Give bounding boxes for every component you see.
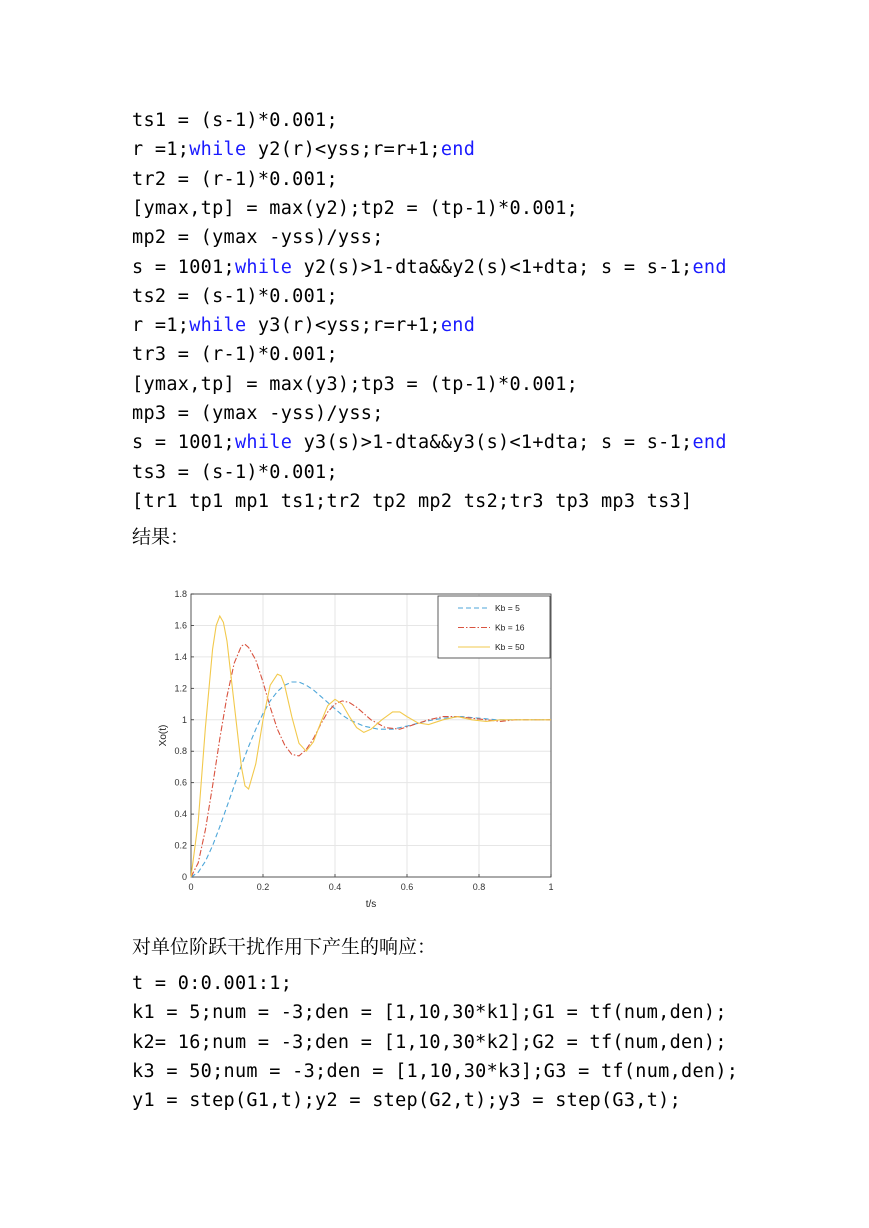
y-tick-label: 1.2 — [174, 683, 187, 694]
code-text: k1 = 5;num = -3;den = [1,10,30*k1];G1 = tf(num,den); — [132, 1002, 727, 1024]
code-line — [132, 973, 292, 994]
y-axis-label: Xo(t) — [158, 724, 169, 747]
code-line — [132, 257, 727, 278]
response-label: 对单位阶跃干扰作用下产生的响应： — [132, 936, 437, 958]
x-axis-label: t/s — [365, 899, 377, 910]
code-line — [132, 139, 475, 160]
code-text: y2(r)<yss;r=r+1; — [246, 139, 441, 161]
code-line — [132, 344, 338, 365]
code-line — [132, 1061, 738, 1082]
code-text: r =1; — [132, 315, 190, 337]
code-text: y1 = step(G1,t);y2 = step(G2,t);y3 = step(G3,t); — [132, 1090, 682, 1112]
x-tick-label: 0.2 — [256, 882, 270, 892]
code-line — [132, 491, 692, 512]
legend-box — [438, 596, 550, 658]
x-tick-label: 0 — [188, 882, 194, 892]
y-tick-label: 1.4 — [174, 651, 187, 662]
code-text: [ymax,tp] = max(y2);tp2 = (tp-1)*0.001; — [132, 197, 579, 219]
code-keyword: end — [692, 432, 727, 454]
code-line — [132, 432, 727, 453]
code-keyword: while — [234, 256, 293, 278]
code-text: s = 1001; — [132, 432, 235, 454]
code-text: r =1; — [132, 139, 190, 161]
code-line — [132, 1090, 681, 1111]
y-tick-label: 1 — [181, 714, 187, 725]
code-text: mp2 = (ymax -yss)/yss; — [132, 227, 384, 249]
code-line — [132, 374, 578, 395]
x-tick-label: 0.8 — [472, 882, 486, 892]
code-keyword: end — [440, 315, 476, 337]
code-text: tr3 = (r-1)*0.001; — [132, 344, 338, 366]
y-tick-label: 0.4 — [174, 809, 187, 820]
x-tick-label: 0.6 — [400, 882, 414, 892]
code-line — [132, 1002, 727, 1023]
code-keyword: while — [189, 315, 247, 337]
y-tick-label: 0.6 — [174, 777, 187, 788]
code-text: k2= 16;num = -3;den = [1,10,30*k2];G2 = tf(num,den); — [132, 1031, 727, 1053]
code-text: tr2 = (r-1)*0.001; — [132, 168, 338, 190]
code-line — [132, 110, 338, 131]
code-text: t = 0:0.001:1; — [132, 973, 293, 994]
y-tick-label: 0.2 — [174, 840, 187, 851]
code-text: y3(r)<yss;r=r+1; — [246, 315, 441, 337]
code-line — [132, 403, 384, 424]
legend-label: Kb = 16 — [495, 622, 525, 633]
code-line — [132, 169, 338, 190]
code-text: [ymax,tp] = max(y3);tp3 = (tp-1)*0.001; — [132, 373, 579, 395]
code-keyword: end — [440, 139, 476, 161]
code-text: ts2 = (s-1)*0.001; — [132, 285, 338, 307]
legend-label: Kb = 5 — [495, 603, 520, 613]
y-tick-label: 0 — [181, 872, 187, 882]
code-line — [132, 1032, 727, 1053]
y-tick-label: 1.6 — [174, 620, 187, 631]
code-text: s = 1001; — [132, 256, 235, 278]
code-text: ts3 = (s-1)*0.001; — [132, 461, 338, 483]
code-text: y3(s)>1-dta&&y3(s)<1+dta; s = s-1; — [292, 432, 693, 454]
step-response-chart — [150, 580, 570, 920]
x-tick-label: 1 — [548, 882, 554, 892]
code-text: y2(s)>1-dta&&y2(s)<1+dta; s = s-1; — [292, 256, 693, 278]
result-label: 结果： — [132, 526, 190, 548]
code-line — [132, 286, 338, 307]
code-keyword: while — [234, 432, 293, 454]
y-tick-label: 1.8 — [174, 589, 187, 599]
code-text: ts1 = (s-1)*0.001; — [132, 110, 338, 131]
code-text: [tr1 tp1 mp1 ts1;tr2 tp2 mp2 ts2;tr3 tp3 mp3 ts3] — [132, 490, 693, 512]
code-line — [132, 462, 338, 483]
code-text: mp3 = (ymax -yss)/yss; — [132, 403, 384, 424]
x-tick-label: 0.4 — [328, 882, 342, 892]
code-line — [132, 315, 475, 336]
code-text: k3 = 50;num = -3;den = [1,10,30*k3];G3 = tf(num,den); — [132, 1060, 739, 1082]
code-line — [132, 227, 384, 248]
code-keyword: while — [189, 139, 247, 161]
legend-label: Kb = 50 — [495, 642, 525, 652]
y-tick-label: 0.8 — [174, 746, 187, 757]
code-keyword: end — [692, 256, 727, 278]
step-response-figure — [150, 580, 570, 920]
code-line — [132, 198, 578, 219]
